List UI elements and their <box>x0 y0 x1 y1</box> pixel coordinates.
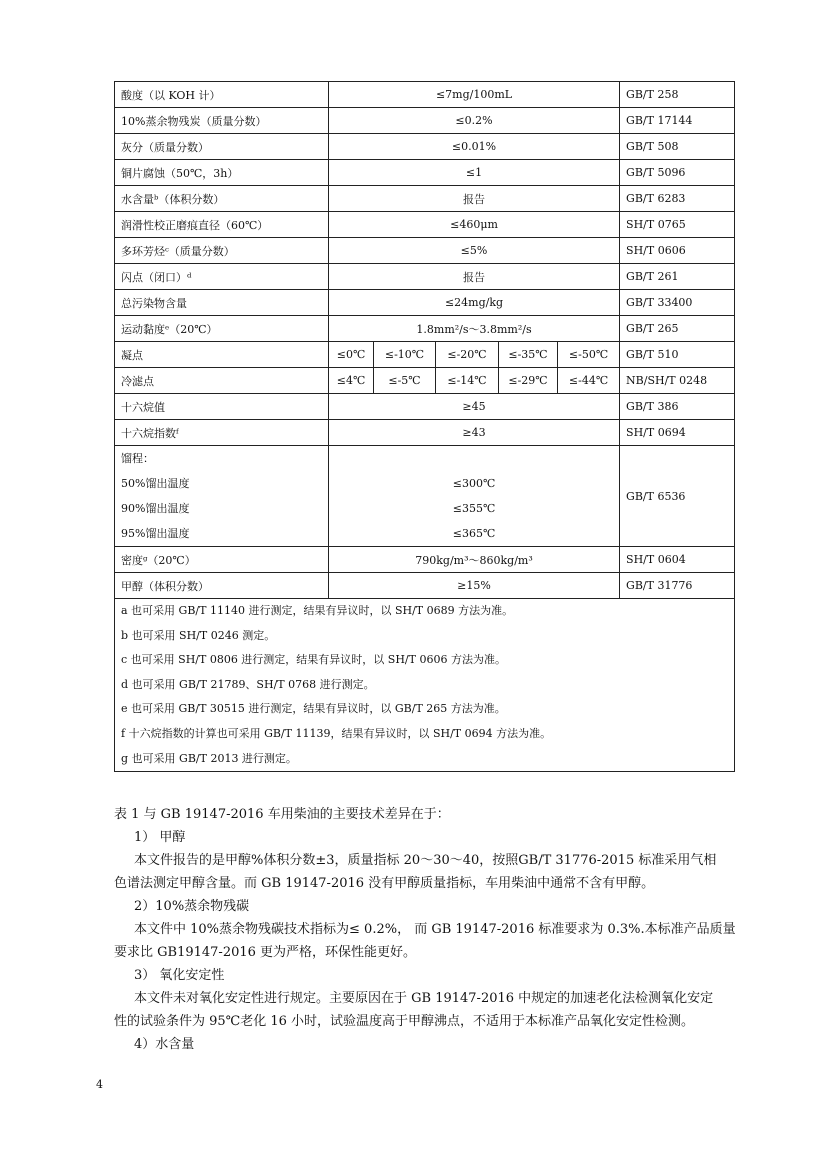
table-row <box>115 212 735 238</box>
page-number: 4 <box>96 1078 103 1091</box>
spacer <box>331 446 617 471</box>
footnote: d 也可采用 GB/T 21789、SH/T 0768 进行测定。 <box>121 677 375 691</box>
item-name: 酸度（以 KOH 计） <box>115 82 329 108</box>
test-method: GB/T 386 <box>620 394 735 420</box>
distillation-item-name: 90%馏出温度 <box>121 502 190 515</box>
item-limit: ≤24mg/kg <box>329 290 620 316</box>
grade-limit: ≤-29℃ <box>499 368 558 394</box>
footnote: f 十六烷指数的计算也可采用 GB/T 11139，结果有异议时，以 SH/T 0694 方法为准。 <box>121 726 552 740</box>
table-row <box>115 264 735 290</box>
test-method: SH/T 0604 <box>620 547 735 573</box>
grade-limit: ≤-14℃ <box>436 368 499 394</box>
table-row <box>115 290 735 316</box>
grade-limit: ≤-50℃ <box>558 342 620 368</box>
item-limit: ≥43 <box>329 420 620 446</box>
item-name: 多环芳烃ᶜ（质量分数） <box>115 238 329 264</box>
paragraph-line: 要求比 GB19147-2016 更为严格，环保性能更好。 <box>114 945 417 960</box>
distillation-heading: 馏程： <box>121 452 154 465</box>
footnote: c 也可采用 SH/T 0806 进行测定，结果有异议时，以 SH/T 0606 方法为准。 <box>121 653 506 667</box>
distillation-item-name: 95%馏出温度 <box>121 527 190 540</box>
item-limit: ≤0.2% <box>329 108 620 134</box>
test-method: GB/T 33400 <box>620 290 735 316</box>
item-name: 润滑性校正磨痕直径（60℃） <box>115 212 329 238</box>
test-method: SH/T 0606 <box>620 238 735 264</box>
paragraph-line: 本文件未对氧化安定性进行规定。主要原因在于 GB 19147-2016 中规定的加速老化法检测氧化安定 <box>134 991 714 1006</box>
item-limit: ≤5% <box>329 238 620 264</box>
paragraph-line: 1） 甲醇 <box>134 830 186 845</box>
item-limit: ≤1 <box>329 160 620 186</box>
test-method: SH/T 0694 <box>620 420 735 446</box>
table-row <box>115 134 735 160</box>
table-row <box>115 82 735 108</box>
table-row <box>115 316 735 342</box>
item-name: 甲醇（体积分数） <box>115 573 329 599</box>
test-method: GB/T 6283 <box>620 186 735 212</box>
test-method: GB/T 258 <box>620 82 735 108</box>
paragraph-line: 3） 氧化安定性 <box>134 968 225 983</box>
distillation-item-name: 50%馏出温度 <box>121 477 190 490</box>
test-method: GB/T 6536 <box>620 446 735 547</box>
table-row <box>115 108 735 134</box>
table-row <box>115 368 735 394</box>
distillation-item-limit: ≤300℃ <box>452 477 496 490</box>
spec-table <box>114 81 735 772</box>
item-name: 总污染物含量 <box>115 290 329 316</box>
item-limit: ≤7mg/100mL <box>329 82 620 108</box>
notes-row <box>115 599 735 772</box>
paragraph-line: 2）10%蒸余物残碳 <box>134 899 250 914</box>
footnote: a 也可采用 GB/T 11140 进行测定，结果有异议时，以 SH/T 0689 方法为准。 <box>121 604 514 617</box>
footnote: b 也可采用 SH/T 0246 测定。 <box>121 628 276 642</box>
grade-limit: ≤4℃ <box>329 368 374 394</box>
item-name: 冷滤点 <box>115 368 329 394</box>
test-method: GB/T 31776 <box>620 573 735 599</box>
table-row <box>115 238 735 264</box>
test-method: GB/T 261 <box>620 264 735 290</box>
table-row <box>115 160 735 186</box>
table-row <box>115 394 735 420</box>
distillation-limits <box>329 446 620 547</box>
item-name: 10%蒸余物残炭（质量分数） <box>115 108 329 134</box>
item-limit: 报告 <box>329 264 620 290</box>
item-name: 水含量ᵇ（体积分数） <box>115 186 329 212</box>
table-footnotes <box>115 599 735 772</box>
grade-limit: ≤0℃ <box>329 342 374 368</box>
test-method: GB/T 510 <box>620 342 735 368</box>
item-limit: 1.8mm²/s～3.8mm²/s <box>329 316 620 342</box>
table-row <box>115 420 735 446</box>
item-name: 运动黏度ᵉ（20℃） <box>115 316 329 342</box>
footnote: e 也可采用 GB/T 30515 进行测定，结果有异议时，以 GB/T 265 方法为准。 <box>121 702 506 716</box>
paragraph-line: 本文件报告的是甲醇%体积分数±3，质量指标 20～30～40，按照GB/T 31776-2015 标准采用气相 <box>134 853 717 868</box>
item-name: 闪点（闭口）ᵈ <box>115 264 329 290</box>
item-limit: ≤460μm <box>329 212 620 238</box>
paragraph-line: 表 1 与 GB 19147-2016 车用柴油的主要技术差异在于： <box>114 807 450 822</box>
table-row <box>115 573 735 599</box>
grade-limit: ≤-20℃ <box>436 342 499 368</box>
item-limit: ≥45 <box>329 394 620 420</box>
item-name: 铜片腐蚀（50℃，3h） <box>115 160 329 186</box>
item-name: 十六烷值 <box>115 394 329 420</box>
item-name: 十六烷指数ᶠ <box>115 420 329 446</box>
distillation-labels <box>115 446 329 547</box>
body-text <box>114 803 754 1056</box>
item-name: 灰分（质量分数） <box>115 134 329 160</box>
paragraph-line: 性的试验条件为 95℃老化 16 小时，试验温度高于甲醇沸点，不适用于本标准产品氧化安定性检测。 <box>114 1014 695 1029</box>
item-limit: 790kg/m³～860kg/m³ <box>329 547 620 573</box>
paragraph-line: 4）水含量 <box>134 1037 195 1052</box>
distillation-item-limit: ≤365℃ <box>452 527 496 540</box>
item-limit: ≥15% <box>329 573 620 599</box>
table-row <box>115 547 735 573</box>
test-method: SH/T 0765 <box>620 212 735 238</box>
grade-limit: ≤-35℃ <box>499 342 558 368</box>
item-limit: ≤0.01% <box>329 134 620 160</box>
grade-limit: ≤-10℃ <box>374 342 436 368</box>
grade-limit: ≤-44℃ <box>558 368 620 394</box>
test-method: GB/T 265 <box>620 316 735 342</box>
footnote: g 也可采用 GB/T 2013 进行测定。 <box>121 751 297 765</box>
item-name: 密度ᵍ（20℃） <box>115 547 329 573</box>
distillation-row <box>115 446 735 547</box>
paragraph-line: 色谱法测定甲醇含量。而 GB 19147-2016 没有甲醇质量指标，车用柴油中通常不含有甲醇。 <box>114 876 655 891</box>
item-name: 凝点 <box>115 342 329 368</box>
test-method: GB/T 17144 <box>620 108 735 134</box>
test-method: GB/T 5096 <box>620 160 735 186</box>
distillation-item-limit: ≤355℃ <box>452 502 496 515</box>
table-row <box>115 186 735 212</box>
item-limit: 报告 <box>329 186 620 212</box>
paragraph-line: 本文件中 10%蒸余物残碳技术指标为≤ 0.2%， 而 GB 19147-2016 标准要求为 0.3%.本标准产品质量 <box>134 922 736 937</box>
table-row <box>115 342 735 368</box>
grade-limit: ≤-5℃ <box>374 368 436 394</box>
test-method: GB/T 508 <box>620 134 735 160</box>
test-method: NB/SH/T 0248 <box>620 368 735 394</box>
